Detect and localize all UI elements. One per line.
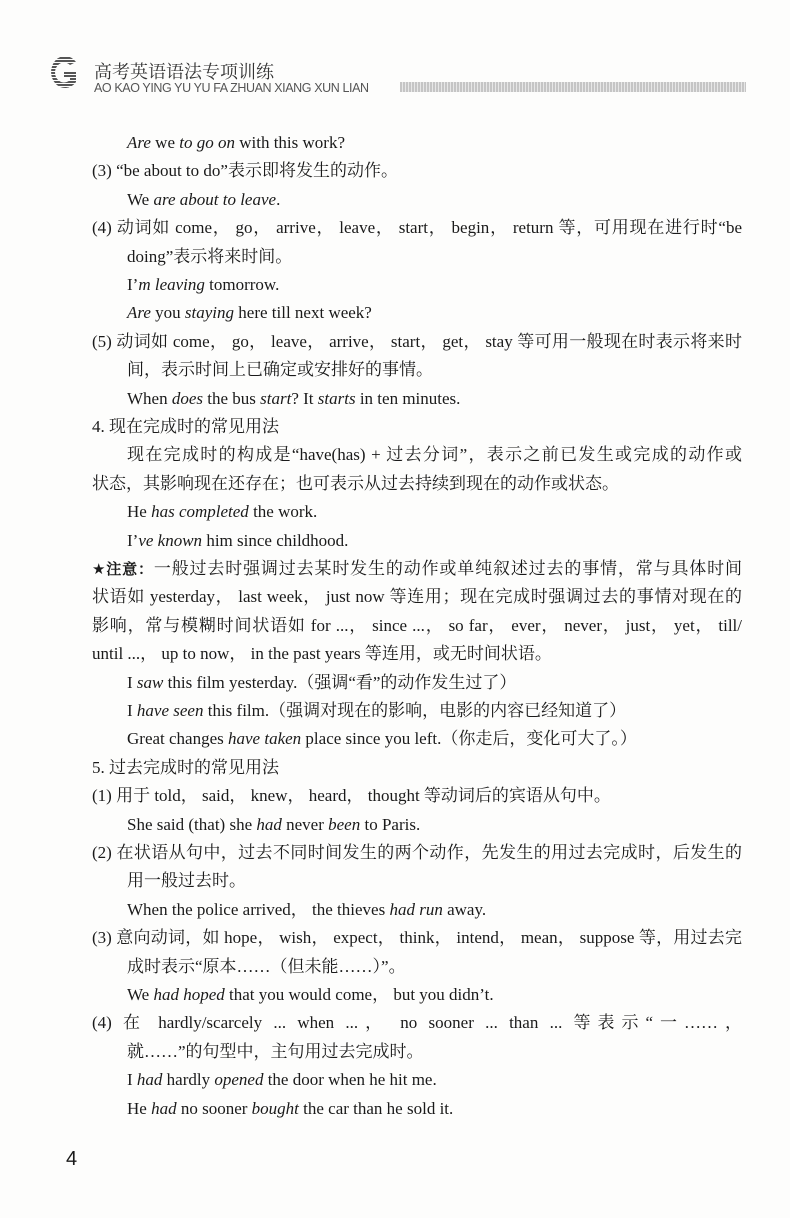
text-line [127, 727, 637, 751]
text-segment: I’ [127, 530, 139, 550]
text-segment: 5. 过去完成时的常见用法 [92, 757, 279, 777]
text-segment: tomorrow. [204, 275, 280, 294]
text-segment: doing”表示将来时间。 [127, 246, 293, 266]
italic-text: starts [317, 388, 356, 408]
g-logo-icon [48, 54, 78, 90]
text-line [127, 983, 494, 1007]
text-segment: the car than he sold it. [298, 1098, 454, 1118]
text-segment: (4) 动词如 come， go， arrive， leave， start， begin， return 等，可用现在进行时“be [92, 218, 742, 238]
text-line [127, 813, 420, 837]
text-segment: 一般过去时强调过去某时发生的动作或单纯叙述过去的事情，常与具体时间 [153, 559, 742, 578]
text-line [127, 188, 280, 212]
text-segment: ? It [291, 388, 318, 408]
text-line [92, 642, 552, 666]
italic-text: staying [184, 303, 235, 323]
text-line [127, 699, 626, 723]
text-segment: 状态，其影响现在还存在；也可表示从过去持续到现在的动作或状态。 [92, 473, 619, 493]
italic-text: have seen [136, 701, 204, 720]
text-segment: I’ [127, 275, 139, 294]
text-line [92, 557, 742, 581]
text-line [127, 955, 406, 979]
text-line [92, 756, 279, 780]
text-line [127, 387, 460, 411]
text-segment: (1) 用于 told， said， knew， heard， thought 等动词后的宾语从句中。 [92, 786, 611, 806]
text-line [92, 415, 279, 439]
text-line [127, 1040, 424, 1064]
text-segment: (3) “be about to do”表示即将发生的动作。 [92, 161, 398, 181]
italic-text: have taken [228, 729, 302, 749]
text-segment: hardly [162, 1070, 215, 1090]
italic-text: had hoped [153, 985, 225, 1004]
text-line [127, 529, 348, 553]
header-title: 高考英语语法专项训练 [94, 62, 274, 83]
text-segment: (3) 意向动词，如 hope， wish， expect， think， intend， mean， suppose 等，用过去完 [92, 928, 742, 948]
text-segment: . [276, 189, 281, 209]
header-pinyin: AO KAO YING YU YU FA ZHUAN XIANG XUN LIAN [94, 81, 369, 95]
text-segment: Great changes [127, 729, 229, 749]
text-line [127, 1068, 437, 1092]
text-segment: away. [442, 899, 487, 919]
italic-text: had [136, 1070, 163, 1090]
text-segment: this film.（强调对现在的影响，电影的内容已经知道了） [203, 701, 627, 720]
text-segment: We [127, 189, 154, 209]
text-segment: (4) 在 hardly/scarcely ... when ...， no sooner ... than ... 等表示“一……， [92, 1013, 742, 1033]
italic-text: has completed [151, 502, 249, 522]
italic-text: Are [127, 133, 151, 152]
text-segment: the bus [203, 388, 261, 408]
italic-text: had run [389, 899, 443, 919]
text-line [127, 273, 279, 297]
text-line [127, 671, 516, 695]
text-segment: I [127, 701, 137, 720]
text-line [92, 926, 742, 950]
italic-text: are about to leave [153, 189, 277, 209]
note-label: ★注意： [92, 560, 154, 578]
text-segment: 状语如 yesterday， last week， just now 等连用；现在完成时强调过去的事情对现在的 [92, 587, 742, 607]
text-segment: 成时表示“原本……（但未能……）”。 [127, 956, 406, 976]
italic-text: Are [127, 303, 151, 323]
italic-text: start [260, 388, 292, 408]
text-segment: (5) 动词如 come， go， leave， arrive， start， get， stay 等可用一般现在时表示将来时 [92, 331, 742, 351]
text-segment: that you would come， but you didn’t. [224, 985, 494, 1004]
text-segment: When the police arrived， the thieves [127, 899, 390, 919]
italic-text: had [151, 1098, 177, 1118]
text-segment: in ten minutes. [355, 388, 461, 408]
text-line [127, 500, 317, 524]
italic-text: been [328, 814, 361, 834]
italic-text: does [171, 388, 204, 408]
text-line [92, 784, 611, 808]
text-line [92, 159, 398, 183]
text-segment: 影响，常与模糊时间状语如 for ...， since ...， so far， ever， never， just， yet， till/ [92, 615, 742, 635]
text-segment: I [127, 1070, 137, 1090]
text-segment: to Paris. [360, 814, 421, 834]
text-segment: you [150, 303, 185, 323]
text-segment: We [127, 985, 154, 1004]
text-line [127, 301, 372, 325]
header-divider [400, 82, 746, 92]
italic-text: bought [251, 1098, 299, 1118]
text-segment: we [150, 133, 180, 152]
text-line [92, 1011, 742, 1035]
text-line [92, 614, 742, 638]
text-line [92, 841, 742, 865]
italic-text: to go on [179, 133, 235, 152]
text-line [127, 443, 742, 467]
italic-text: had [256, 814, 282, 834]
text-segment: never [281, 814, 329, 834]
text-segment: the door when he hit me. [263, 1070, 437, 1090]
text-segment: 用一般过去时。 [127, 871, 246, 891]
text-line [92, 585, 742, 609]
text-segment: 就……”的句型中，主句用过去完成时。 [127, 1041, 424, 1061]
text-segment: She said (that) she [127, 814, 257, 834]
italic-text: opened [214, 1070, 264, 1090]
text-segment: the work. [248, 502, 318, 522]
text-segment: He [127, 502, 152, 522]
text-line [92, 216, 742, 240]
text-segment: He [127, 1098, 152, 1118]
italic-text: ve known [138, 530, 203, 550]
text-segment: here till next week? [234, 303, 372, 323]
italic-text: saw [136, 672, 164, 692]
text-line [92, 330, 742, 354]
text-segment: no sooner [176, 1098, 252, 1118]
page-number: 4 [66, 1148, 78, 1170]
text-segment: with this work? [234, 133, 346, 152]
text-line [92, 472, 619, 496]
text-segment: this film yesterday.（强调“看”的动作发生过了） [163, 672, 517, 692]
text-segment: I [127, 672, 137, 692]
text-line [127, 131, 345, 155]
text-line [127, 869, 246, 893]
text-segment: until ...， up to now， in the past years 等连用，或无时间状语。 [92, 644, 552, 664]
text-segment: When [127, 388, 172, 408]
text-line [127, 1097, 453, 1121]
text-line [127, 898, 486, 922]
text-segment: him since childhood. [202, 530, 349, 550]
text-segment: 现在完成时的构成是“have(has) + 过去分词”，表示之前已发生或完成的动作或 [127, 445, 742, 465]
text-segment: 4. 现在完成时的常见用法 [92, 417, 279, 436]
text-segment: 间，表示时间上已确定或安排好的事情。 [127, 360, 433, 380]
italic-text: m leaving [138, 275, 205, 294]
text-segment: place since you left.（你走后，变化可大了。） [301, 729, 637, 749]
text-line [127, 358, 433, 382]
text-line [127, 245, 292, 269]
text-segment: (2) 在状语从句中，过去不同时间发生的两个动作，先发生的用过去完成时，后发生的 [92, 843, 742, 862]
